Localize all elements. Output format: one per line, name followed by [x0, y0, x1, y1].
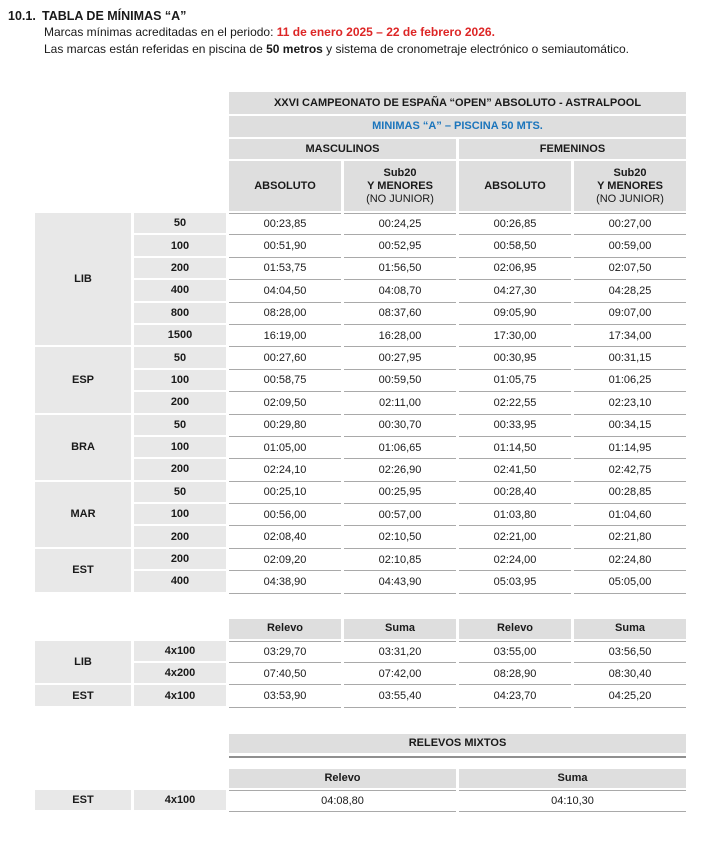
minimas-table: [35, 92, 712, 594]
time-value: 00:58,50: [459, 235, 571, 257]
time-value: 00:30,70: [344, 415, 456, 437]
distance-label: 100: [134, 437, 226, 459]
time-value: 02:08,40: [229, 526, 341, 548]
period-highlight: 11 de enero 2025 – 22 de febrero 2026.: [276, 25, 495, 39]
time-value: 01:53,75: [229, 258, 341, 280]
time-value: 00:26,85: [459, 213, 571, 235]
relay-distance-label: 4x100: [134, 641, 226, 663]
time-value: 00:25,95: [344, 482, 456, 504]
relay-time-value: 07:40,50: [229, 663, 341, 685]
section-heading: [0, 8, 712, 24]
relay-distance-label: 4x100: [134, 685, 226, 707]
mixed-time-value: 04:08,80: [229, 790, 456, 812]
time-value: 00:23,85: [229, 213, 341, 235]
relay-column-header: Suma: [344, 619, 456, 641]
distance-label: 200: [134, 459, 226, 481]
column-header-title: Sub20: [613, 166, 647, 179]
time-value: 01:05,00: [229, 437, 341, 459]
time-value: 00:33,95: [459, 415, 571, 437]
time-value: 02:22,55: [459, 392, 571, 414]
distance-label: 200: [134, 549, 226, 571]
time-value: 00:28,40: [459, 482, 571, 504]
relay-time-value: 04:25,20: [574, 685, 686, 707]
relay-time-value: 03:56,50: [574, 641, 686, 663]
relays-table: [35, 619, 712, 708]
intro-line-1: [0, 24, 712, 41]
distance-label: 50: [134, 415, 226, 437]
distance-label: 50: [134, 347, 226, 369]
column-header-subtitle: Y MENORES: [367, 179, 433, 192]
time-value: 00:59,00: [574, 235, 686, 257]
relay-column-header: Relevo: [229, 619, 341, 641]
time-value: 00:25,10: [229, 482, 341, 504]
column-header-title: ABSOLUTO: [254, 179, 316, 192]
relay-time-value: 03:55,00: [459, 641, 571, 663]
time-value: 08:28,00: [229, 303, 341, 325]
time-value: 02:24,10: [229, 459, 341, 481]
time-value: 17:34,00: [574, 325, 686, 347]
time-value: 02:09,20: [229, 549, 341, 571]
time-value: 04:38,90: [229, 571, 341, 593]
time-value: 00:27,60: [229, 347, 341, 369]
distance-label: 400: [134, 280, 226, 302]
time-value: 02:26,90: [344, 459, 456, 481]
column-header: [459, 161, 571, 213]
table-subtitle: MINIMAS “A” – PISCINA 50 MTS.: [229, 116, 686, 139]
column-header-title: ABSOLUTO: [484, 179, 546, 192]
mixed-column-header: Suma: [459, 769, 686, 790]
column-header-note: (NO JUNIOR): [366, 192, 434, 205]
mixed-column-header: Relevo: [229, 769, 456, 790]
distance-label: 100: [134, 235, 226, 257]
time-value: 00:51,90: [229, 235, 341, 257]
pool-length-highlight: 50 metros: [266, 42, 323, 56]
time-value: 02:10,50: [344, 526, 456, 548]
time-value: 01:05,75: [459, 370, 571, 392]
relay-stroke-label: LIB: [35, 641, 131, 686]
stroke-label: EST: [35, 549, 131, 594]
time-value: 09:05,90: [459, 303, 571, 325]
relay-time-value: 04:23,70: [459, 685, 571, 707]
time-value: 04:08,70: [344, 280, 456, 302]
relay-column-header: Suma: [574, 619, 686, 641]
time-value: 09:07,00: [574, 303, 686, 325]
relay-time-value: 07:42,00: [344, 663, 456, 685]
time-value: 00:27,95: [344, 347, 456, 369]
time-value: 02:41,50: [459, 459, 571, 481]
time-value: 00:52,95: [344, 235, 456, 257]
column-header: [574, 161, 686, 213]
time-value: 08:37,60: [344, 303, 456, 325]
time-value: 00:30,95: [459, 347, 571, 369]
column-header: [229, 161, 341, 213]
time-value: 02:21,80: [574, 526, 686, 548]
distance-label: 200: [134, 392, 226, 414]
mixed-relays-divider: [229, 756, 686, 758]
gender-header: MASCULINOS: [229, 139, 456, 161]
time-value: 00:31,15: [574, 347, 686, 369]
column-header-subtitle: Y MENORES: [597, 179, 663, 192]
time-value: 00:27,00: [574, 213, 686, 235]
distance-label: 800: [134, 303, 226, 325]
table-title: XXVI CAMPEONATO DE ESPAÑA “OPEN” ABSOLUTO - ASTRALPOOL: [229, 92, 686, 116]
time-value: 00:28,85: [574, 482, 686, 504]
time-value: 01:06,25: [574, 370, 686, 392]
time-value: 00:24,25: [344, 213, 456, 235]
time-value: 02:07,50: [574, 258, 686, 280]
time-value: 02:11,00: [344, 392, 456, 414]
relay-time-value: 03:29,70: [229, 641, 341, 663]
time-value: 01:14,95: [574, 437, 686, 459]
time-value: 00:59,50: [344, 370, 456, 392]
mixed-relays-title: RELEVOS MIXTOS: [229, 734, 686, 755]
distance-label: 400: [134, 571, 226, 593]
heading-title: TABLA DE MÍNIMAS “A”: [42, 9, 187, 23]
column-header-note: (NO JUNIOR): [596, 192, 664, 205]
relay-time-value: 03:53,90: [229, 685, 341, 707]
stroke-label: ESP: [35, 347, 131, 414]
mixed-relays-table: [35, 734, 712, 812]
time-value: 01:06,65: [344, 437, 456, 459]
time-value: 16:28,00: [344, 325, 456, 347]
stroke-label: BRA: [35, 415, 131, 482]
intro-line-2-suffix: y sistema de cronometraje electrónico o semiautomático.: [322, 42, 629, 56]
time-value: 04:27,30: [459, 280, 571, 302]
stroke-label: MAR: [35, 482, 131, 549]
time-value: 02:42,75: [574, 459, 686, 481]
time-value: 05:05,00: [574, 571, 686, 593]
time-value: 02:09,50: [229, 392, 341, 414]
mixed-stroke-label: EST: [35, 790, 131, 812]
time-value: 02:23,10: [574, 392, 686, 414]
distance-label: 50: [134, 482, 226, 504]
time-value: 02:06,95: [459, 258, 571, 280]
mixed-time-value: 04:10,30: [459, 790, 686, 812]
time-value: 01:56,50: [344, 258, 456, 280]
time-value: 02:24,80: [574, 549, 686, 571]
time-value: 00:58,75: [229, 370, 341, 392]
relay-stroke-label: EST: [35, 685, 131, 707]
time-value: 01:14,50: [459, 437, 571, 459]
intro-line-2-text: Las marcas están referidas en piscina de: [44, 42, 267, 56]
heading-number: 10.1.: [8, 9, 36, 23]
time-value: 16:19,00: [229, 325, 341, 347]
time-value: 01:03,80: [459, 504, 571, 526]
time-value: 02:10,85: [344, 549, 456, 571]
time-value: 00:56,00: [229, 504, 341, 526]
gender-header: FEMENINOS: [459, 139, 686, 161]
distance-label: 1500: [134, 325, 226, 347]
distance-label: 100: [134, 370, 226, 392]
time-value: 04:04,50: [229, 280, 341, 302]
column-header-title: Sub20: [383, 166, 417, 179]
relay-time-value: 03:55,40: [344, 685, 456, 707]
intro-line-1-text: Marcas mínimas acreditadas en el periodo:: [44, 25, 277, 39]
relay-time-value: 08:30,40: [574, 663, 686, 685]
time-value: 02:21,00: [459, 526, 571, 548]
relay-distance-label: 4x200: [134, 663, 226, 685]
relay-time-value: 03:31,20: [344, 641, 456, 663]
relay-column-header: Relevo: [459, 619, 571, 641]
time-value: 00:57,00: [344, 504, 456, 526]
intro-line-2: [0, 41, 712, 58]
time-value: 04:28,25: [574, 280, 686, 302]
distance-label: 200: [134, 526, 226, 548]
relay-time-value: 08:28,90: [459, 663, 571, 685]
mixed-distance-label: 4x100: [134, 790, 226, 812]
column-header: [344, 161, 456, 213]
time-value: 01:04,60: [574, 504, 686, 526]
time-value: 00:34,15: [574, 415, 686, 437]
time-value: 17:30,00: [459, 325, 571, 347]
distance-label: 50: [134, 213, 226, 235]
distance-label: 200: [134, 258, 226, 280]
distance-label: 100: [134, 504, 226, 526]
stroke-label: LIB: [35, 213, 131, 347]
time-value: 00:29,80: [229, 415, 341, 437]
time-value: 04:43,90: [344, 571, 456, 593]
time-value: 02:24,00: [459, 549, 571, 571]
time-value: 05:03,95: [459, 571, 571, 593]
